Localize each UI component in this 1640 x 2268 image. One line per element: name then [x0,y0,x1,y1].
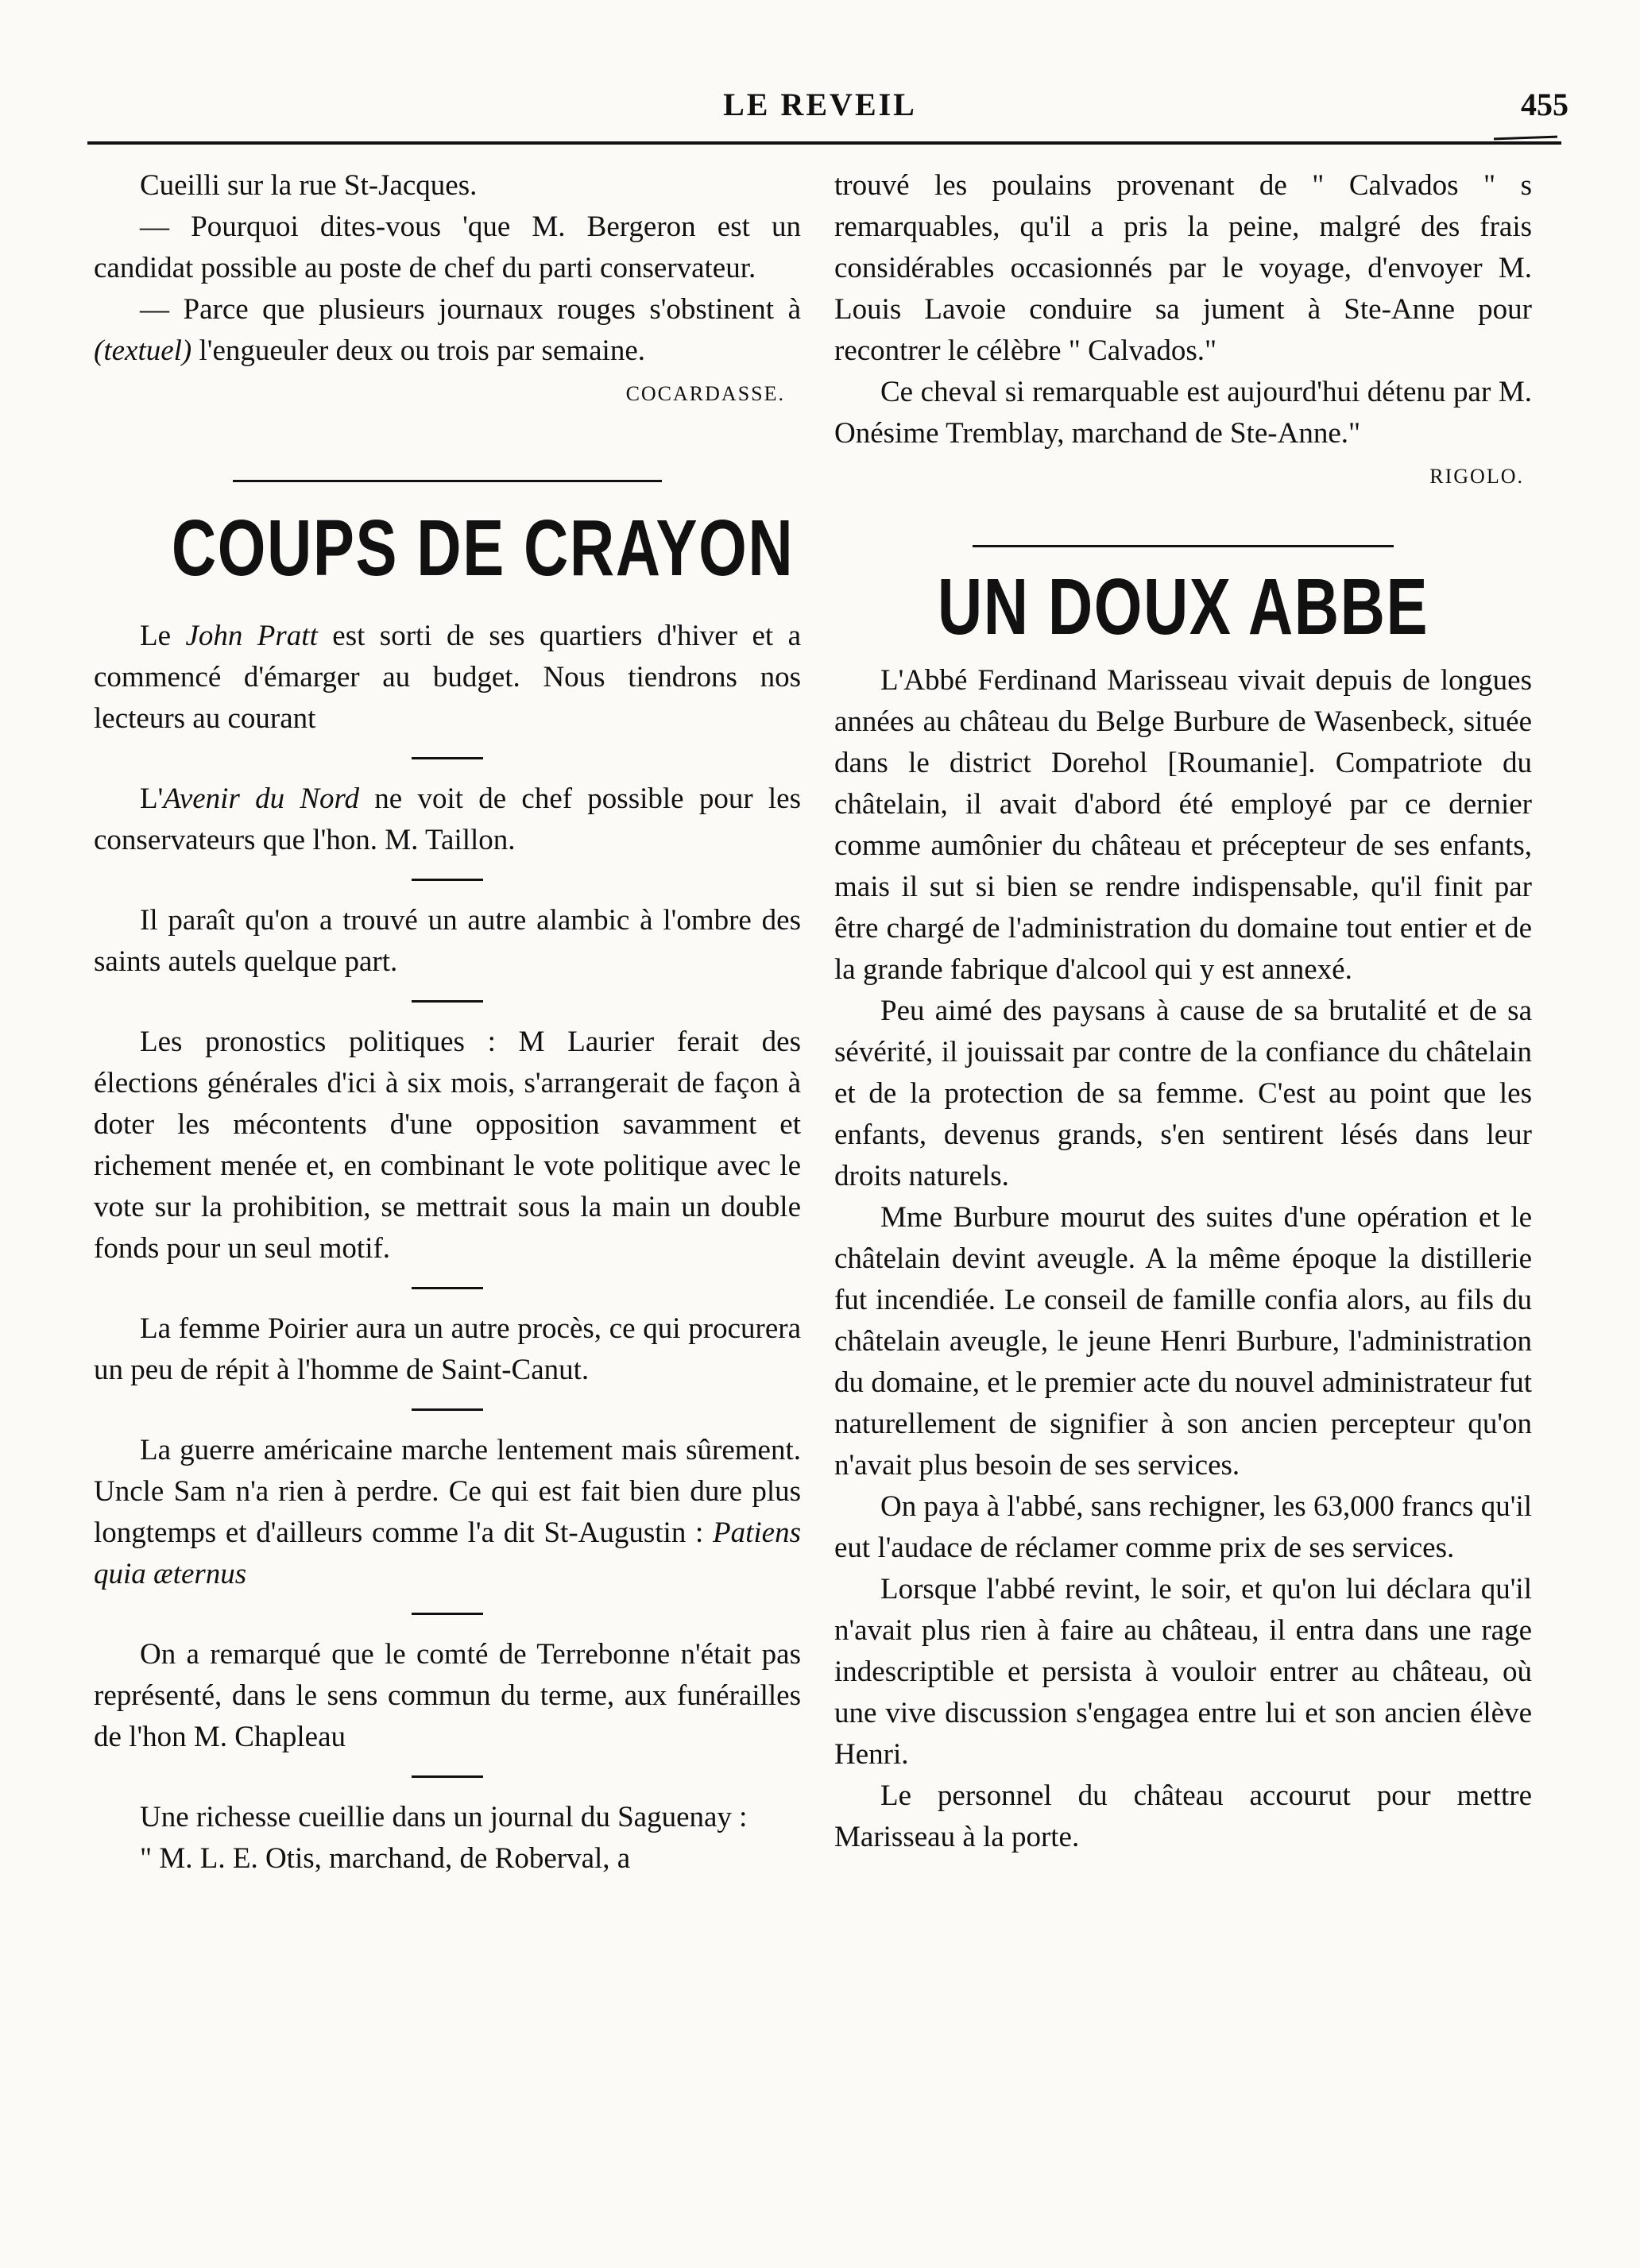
section-title-coups-de-crayon: COUPS DE CRAYON [171,504,795,593]
item-terrebonne: On a remarqué que le comté de Terrebonne n'était pas représenté, dans le sens commun du terme, aux funérailles de l'hon M. Chapleau [94,1638,801,1753]
page-number: 455 [1521,87,1568,122]
left-top-line-3a: — Parce que plusieurs journaux rouges s'obstinent à [140,293,801,326]
right-column [834,165,1532,1858]
item-6b: Patiens quia æternus [94,1517,801,1590]
item-john-pratt [94,616,801,740]
section-separator [973,545,1394,547]
item-1a: Le [140,620,186,652]
signature-cocardasse: COCARDASSE. [625,382,785,405]
left-column [94,165,801,1880]
article-paragraph: On paya à l'abbé, sans rechigner, les 63,000 francs qu'il eut l'audace de réclamer comme prix de ses services. [834,1490,1532,1564]
running-head: LE REVEIL [723,87,917,122]
item-pronostics: Les pronostics politiques : M Laurier ferait des élections générales d'ici à six mois, s'arrangerait de façon à doter les mécontents d'une opposition savamment et richement menée et, en combinant le vote politique avec le vote sur la prohibition, se mettrait sous la main un double fonds pour un seul motif. [94,1026,801,1265]
item-6a: La guerre américaine marche lentement mais sûrement. Uncle Sam n'a rien à perdre. Ce qui est fait bien dure plus longtemps et d'ailleurs comme l'a dit St-Augustin : [94,1434,801,1549]
item-separator [412,1613,483,1615]
item-1b: John Pratt [185,620,318,652]
section-title-un-doux-abbe: UN DOUX ABBE [937,562,1429,651]
left-top-line-1: Cueilli sur la rue St-Jacques. [140,169,478,202]
item-separator [412,1287,483,1289]
left-top-line-2: — Pourquoi dites-vous 'que M. Bergeron est un candidat possible au poste de chef du parti conservateur. [94,211,801,284]
signature-rigolo: RIGOLO. [1429,465,1524,488]
item-2a: L' [140,782,164,815]
left-top-line-3 [94,289,801,372]
item-separator [412,1775,483,1778]
right-top-text: trouvé les poulains provenant de " Calvados " s remarquables, qu'il a pris la peine, malgré des frais considérables occasionnés par le voyage, d'envoyer M. Louis Lavoie conduire sa jument à Ste-Anne pour recontrer le célèbre " Calvados." [834,169,1532,367]
header-rule-tail [1494,136,1557,141]
item-guerre-americaine [94,1430,801,1595]
item-separator [412,757,483,759]
item-separator [412,1408,483,1411]
item-saguenay: Une richesse cueillie dans un journal du Saguenay : [140,1801,748,1833]
item-2c: ne voit de chef possible pour les conservateurs que l'hon. M. Taillon. [94,782,801,856]
article-paragraph: Le personnel du château accourut pour mettre Marisseau à la porte. [834,1779,1532,1853]
section-separator [233,480,662,482]
item-alambic: Il paraît qu'on a trouvé un autre alambic à l'ombre des saints autels quelque part. [94,904,801,978]
article-paragraph: Peu aimé des paysans à cause de sa brutalité et de sa sévérité, il jouissait par contre de la confiance du châtelain et de la protection de sa femme. C'est au point que les enfants, devenus grands, s'en sentirent lésés dans leur droits naturels. [834,995,1532,1192]
article-paragraph: Mme Burbure mourut des suites d'une opération et le châtelain devint aveugle. A la même époque la distillerie fut incendiée. Le conseil de famille confia alors, au fils du châtelain aveugle, le jeune Henri Burbure, l'administration du domaine, et le premier acte du nouvel administrateur fut naturellement de signifier à son ancien percepteur qu'on n'avait plus besoin de ses services. [834,1201,1532,1482]
item-poirier: La femme Poirier aura un autre procès, ce qui procurera un peu de répit à l'homme de Saint-Canut. [94,1312,801,1386]
item-avenir-du-nord [94,779,801,861]
article-paragraph: L'Abbé Ferdinand Marisseau vivait depuis de longues années au château du Belge Burbure de Wasenbeck, située dans le district Dorehol [Roumanie]. Compatriote du châtelain, il avait d'abord été employé par ce dernier comme aumônier du château et précepteur de ses enfants, mais il sut si bien se rendre indispensable, qu'il finit par être chargé de l'administration du domaine tout entier et de la grande fabrique d'alcool qui y est annexé. [834,664,1532,986]
left-top-line-3b: (textuel) [94,334,192,367]
item-separator [412,879,483,881]
item-separator [412,1000,483,1003]
item-2b: Avenir du Nord [163,782,360,815]
item-1c: est sorti de ses quartiers d'hiver et a commencé d'émarger au budget. Nous tiendrons nos lecteurs au courant [94,620,801,735]
left-top-line-3c: l'engueuler deux ou trois par semaine. [191,334,645,367]
header-rule [87,141,1561,145]
item-otis-quote: " M. L. E. Otis, marchand, de Roberval, a [140,1842,631,1875]
right-top-text-2: Ce cheval si remarquable est aujourd'hui détenu par M. Onésime Tremblay, marchand de Ste-Anne." [834,376,1532,450]
article-paragraph: Lorsque l'abbé revint, le soir, et qu'on lui déclara qu'il n'avait plus rien à faire au château, il entra dans une rage indescriptible et persista à vouloir entrer au château, où une vive discussion s'engagea entre lui et son ancien élève Henri. [834,1573,1532,1771]
